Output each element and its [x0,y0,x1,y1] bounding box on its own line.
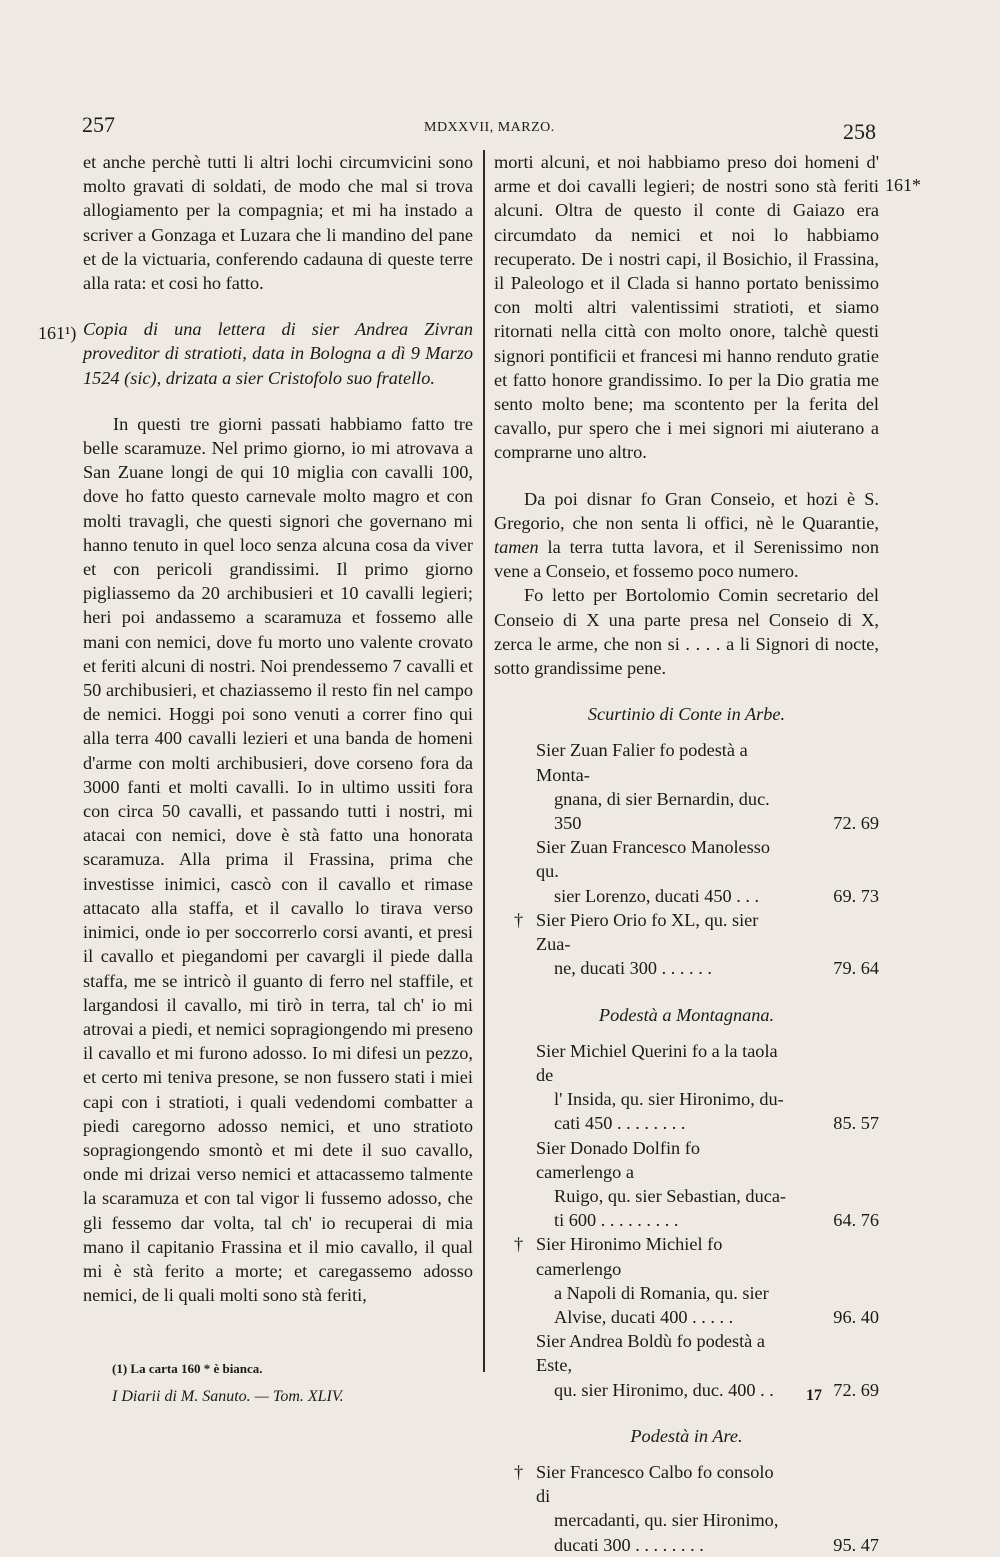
right-paragraph-3: Fo letto per Bortolomio Comin secretario del Conseio di X una parte presa nel Conseio di X, zerca le arme, che non si . . . . a li Signori di nocte, sotto grandissime pene. [494,585,879,679]
entry-line: a Napoli di Romania, qu. sier [554,1282,769,1303]
page-number-left: 257 [82,112,115,137]
margin-note-right: 161* [885,175,921,195]
vote-count: 69. 73 [833,885,879,906]
dagger-mark: † [514,1234,524,1255]
section-heading: Podestà in Are. [630,1425,743,1446]
vote-count: 79. 64 [833,958,879,979]
left-paragraph-2: In questi tre giorni passati habbiamo fatto tre belle scaramuze. Nel primo giorno, io mi atrovava a San Zuane longi de qui 10 miglia con cavalli 100, dove ho fatto questo carnevale molto magro et con molti travagli, che questi signori che governano mi hanno tenuto in quel loco senza alcuna cosa da viver et con pericoli grandissimi. Il primo giorno pigliassemo da 20 archibusieri et 10 cavalli legieri; heri poi andassemo a scaramuza et fossemo alle mani con nemici, dove fu morto uno valente crovato et feriti alcuni di nostri. Noi prendessemo 7 cavalli et 50 archibusieri, et chaziassemo il resto fin nel campo de nemici. Hoggi poi sono venuti a correr fino qui alla terra 400 cavalli lezieri et una banda de homeni d'arme con molti archibusieri, dove corseno fora da 3000 fanti et molti cavalli. Io in ultimo ussiti fora con circa 50 cavalli, et passando tutti i nostri, mi atacai con nemici, dove è stà fatto una honorata scaramuza. Alla prima il Frassina, prima che investisse inimici, cascò con il cavallo et rimase attacato alla staffa, et il cavallo lo tirava verso inimici, onde io per soccorrerlo corsi avanti, et presi il cavallo et piegandomi per cavargli il piede dalla staffa, me se intricò il guanto di ferro nel staffile, et largandosi il cavallo, mi tirò in terra, tal ch' io mi atrovai a piedi, et nemici sopragiongendo mi preseno il cavallo et mi furono adosso. Io mi difesi un pezzo, et certo mi teniva presone, se non fussero stati i miei capi con i stratioti, i quali vedendomi combatter a piedi caregorno adosso nemici, et uno stratioto sopragiongendo smontò et mi dete il suo cavallo, onde mi drizai verso nemici et attacassemo talmente la scaramuza et con tal vigor li fussemo adosso, che gli fessemo dar volta, tal ch' io recuperai di mia mano il capitanio Frassina et il mio cavallo, il qual mi è stà ferito a morte; et caregassemo adosso nemici, de li quali molti sono stà feriti, [83,413,473,1306]
vote-count: 72. 69 [833,813,879,834]
right-column [494,150,879,1557]
entry-line: Sier Zuan Falier fo podestà a Monta- [536,740,748,785]
ballot-entry [494,1136,879,1233]
footer-title: I Diarii di M. Sanuto. — Tom. XLIV. [112,1388,344,1405]
vote-count: 85. 57 [833,1113,879,1134]
vote-count: 96. 40 [833,1306,879,1327]
left-paragraph-1: et anche perchè tutti li altri lochi circumvicini sono molto gravati di soldati, de modo che mal si trova allogiamento per la compagnia; et mi ha instado a scriver a Gonzaga et Luzara che li mandino del pane et de la victuaria, conferendo cadauna di queste terre alla rata: et cosi ho fatto. [83,152,473,294]
column-rule [483,150,485,1372]
left-column [83,150,473,1307]
margin-note-left: 161¹) [38,323,77,343]
entry-line: l' Insida, qu. sier Hironimo, du- [554,1089,784,1110]
ballot-entry [494,1039,879,1136]
entry-line: mercadanti, qu. sier Hironimo, [554,1510,779,1531]
right-paragraph-2-b: la terra tutta lavora, et il Serenissimo non vene a Conseio, et fossemo poco numero. [494,537,879,582]
entry-line: gnana, di sier Bernardin, duc. 350 [554,788,770,834]
section-heading: Scurtinio di Conte in Arbe. [587,704,786,725]
entry-line: ducati 300 . . . . . . . . [554,1534,704,1555]
entry-line: qu. sier Hironimo, duc. 400 . . [554,1379,774,1400]
vote-count: 64. 76 [833,1210,879,1231]
signature-number: 17 [806,1387,822,1404]
entry-line: Sier Hironimo Michiel fo camerlengo [536,1234,723,1279]
footnote: (1) La carta 160 * è bianca. [112,1361,263,1376]
vote-count: 95. 47 [833,1534,879,1555]
dagger-mark: † [514,909,524,930]
ballot-entry [494,908,879,981]
right-paragraph-2-a: Da poi disnar fo Gran Conseio, et hozi è S. Gregorio, che non senta li offici, nè le Quarantie, [494,488,879,533]
ballot-entry [494,1232,879,1329]
entry-line: ne, ducati 300 . . . . . . [554,958,712,979]
entry-line: Sier Michiel Querini fo a la taola de [536,1040,778,1085]
entry-line: Sier Donado Dolfin fo camerlengo a [536,1137,700,1182]
ballot-entry [494,738,879,835]
entry-line: Sier Piero Orio fo XL, qu. sier Zua- [536,909,759,955]
entry-line: cati 450 . . . . . . . . [554,1113,686,1134]
entry-line: Sier Francesco Calbo fo consolo di [536,1461,774,1507]
entry-line: Sier Andrea Boldù fo podestà a Este, [536,1331,765,1376]
ballot-entry [494,835,879,908]
entry-line: ti 600 . . . . . . . . . [554,1210,679,1231]
vote-count: 72. 69 [833,1379,879,1400]
letter-title: Copia di una lettera di sier Andrea Zivran proveditor di stratioti, data in Bologna a dì 9 Marzo 1524 (sic), drizata a sier Cristofolo suo fratello. [83,319,473,388]
entry-line: sier Lorenzo, ducati 450 . . . [554,885,760,906]
ballot-entry [494,1460,879,1557]
section-heading: Podestà a Montagnana. [598,1004,775,1025]
page-number-right: 258 [843,119,876,144]
right-paragraph-1: morti alcuni, et noi habbiamo preso doi homeni d' arme et doi cavalli legieri; de nostri sono stà feriti alcuni. Oltra de questo il conte di Gaiazo era circumdato da nemici et noi lo habbiamo recuperato. De i nostri capi, il Bosichio, il Frassina, il Paleologo et il Clada si hanno portato benissimo con molti altri valentissimi stratioti, et siamo ritornati nella città con molto onore, talchè questi signori pontificii et francesi mi hanno renduto gratie et fatto honore grandissimo. Io per la Dio gratia me sento molto bene; ma scontento per la ferita del cavallo, pur spero che i mei signori mi aiuterano a comprarne uno altro. [494,152,879,463]
entry-line: Alvise, ducati 400 . . . . . [554,1306,734,1327]
entry-line: Sier Zuan Francesco Manolesso qu. [536,837,771,882]
entry-line: Ruigo, qu. sier Sebastian, duca- [554,1185,787,1206]
right-paragraph-2 [494,487,879,584]
running-head: MDXXVII, MARZO. [424,120,555,135]
right-paragraph-2-tamen: tamen [494,537,539,558]
dagger-mark: † [514,1461,524,1482]
